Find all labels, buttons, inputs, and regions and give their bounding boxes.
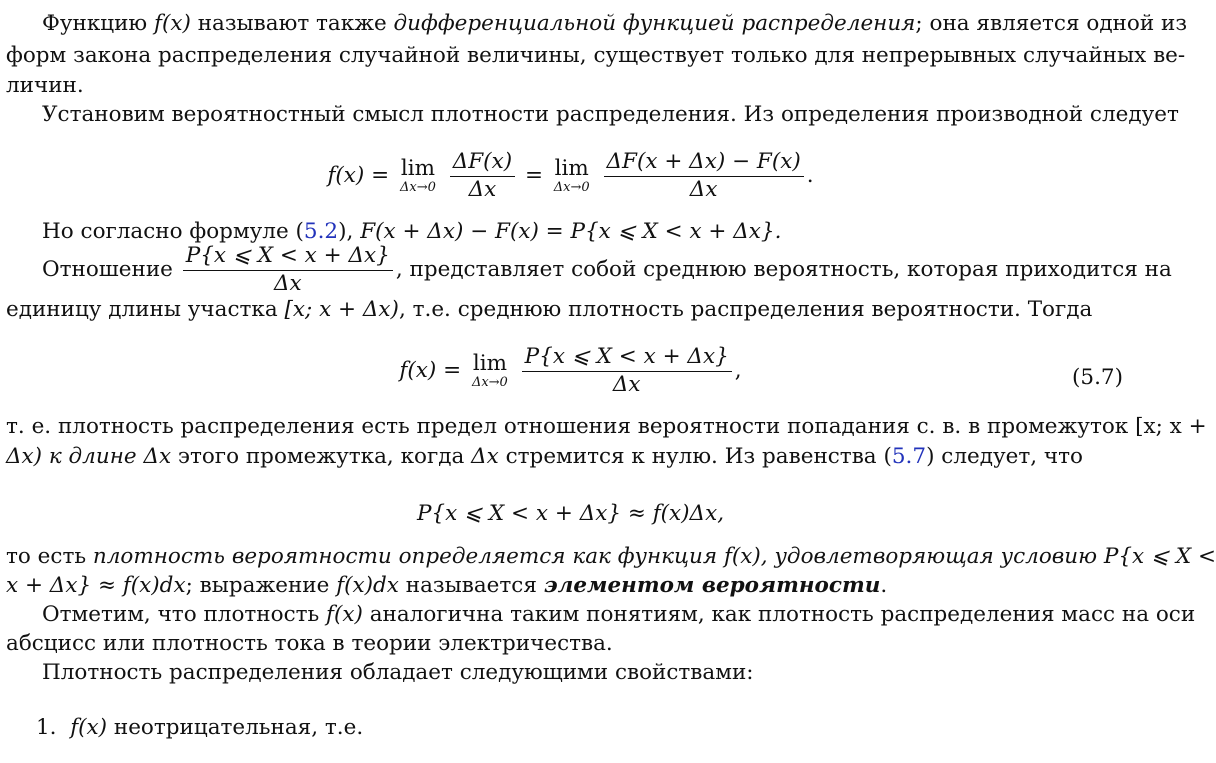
paragraph-4-line-2: единицу длины участка [x; x + Δx), т.е. среднюю плотность распределения вероятности. Тогда bbox=[6, 297, 1093, 322]
list-item-1: 1. f(x) неотрицательная, т.е. bbox=[36, 715, 364, 740]
paragraph-8: Плотность распределения обладает следующими свойствами: bbox=[42, 660, 754, 685]
equation-number: (5.7) bbox=[1072, 365, 1123, 390]
paragraph-4-line-1: Отношение $\frac{P\{x ⩽ X < x + \Delta x\}}{\Delta x}$ , представляет собой среднюю вероятность, которая приходится на bbox=[42, 243, 1172, 296]
paragraph-1-line-2: форм закона распределения случайной величины, существует только для непрерывных случайных ве- bbox=[6, 43, 1186, 68]
fraction-delta-f: $\frac{\Delta F(x)}{\Delta x}$ bbox=[450, 150, 515, 202]
paragraph-1-line-1: Функцию f(x) называют также дифференциальной функцией распределения; она является одной из bbox=[42, 11, 1188, 36]
formula-5-7: f(x) = lim Δx→0 $\frac{P\{x ⩽ X < x + \Delta x\}}{\Delta x}$ , bbox=[399, 344, 742, 397]
formula-ref-5-7[interactable]: 5.7 bbox=[891, 444, 927, 469]
limit-operator: lim Δx→0 bbox=[400, 155, 436, 196]
fraction-increment: $\frac{\Delta F(x + \Delta x) - F(x)}{\Delta x}$ bbox=[604, 150, 804, 202]
formula-approximation: P{x ⩽ X < x + Δx} ≈ f(x)Δx, bbox=[416, 501, 725, 526]
paragraph-1-line-3: личин. bbox=[6, 73, 84, 98]
term-probability-element: элементом вероятности bbox=[543, 573, 881, 598]
list-number: 1. bbox=[36, 715, 57, 740]
fraction-probability: $\frac{P\{x ⩽ X < x + \Delta x\}}{\Delta x}$ bbox=[522, 345, 732, 397]
paragraph-5-line-1: т. е. плотность распределения есть предел отношения вероятности попадания с. в. в промежуток [x; x + bbox=[6, 414, 1207, 439]
paragraph-3: Но согласно формуле (5.2), F(x + Δx) − F(x) = P{x ⩽ X < x + Δx}. bbox=[42, 219, 782, 244]
limit-operator: lim Δx→0 bbox=[553, 155, 590, 196]
italic-term: дифференциальной функцией распределения bbox=[393, 11, 916, 36]
fraction-ratio: $\frac{P\{x ⩽ X < x + \Delta x\}}{\Delta x}$ bbox=[183, 244, 393, 296]
formula-derivative-limit: f(x) = lim Δx→0 $\frac{\Delta F(x)}{\Delta x}$ = lim Δx→0 $\frac{\Delta F(x + \Delta x) - F(x)}{\Delta x}$ . bbox=[327, 149, 814, 202]
paragraph-7-line-2: абсцисс или плотность тока в теории электричества. bbox=[6, 631, 613, 656]
paragraph-7-line-1: Отметим, что плотность f(x) аналогична таким понятиям, как плотность распределения масс на оси bbox=[42, 602, 1196, 627]
paragraph-5-line-2: Δx) к длине Δx этого промежутка, когда Δx стремится к нулю. Из равенства (5.7) следует, что bbox=[6, 444, 1083, 469]
formula-ref-5-2[interactable]: 5.2 bbox=[303, 219, 339, 244]
paragraph-2: Установим вероятностный смысл плотности распределения. Из определения производной следует bbox=[42, 102, 1179, 127]
limit-operator: lim Δx→0 bbox=[471, 350, 508, 391]
paragraph-6-line-2: x + Δx} ≈ f(x)dx; выражение f(x)dx называется элементом вероятности. bbox=[6, 573, 888, 598]
paragraph-6-line-1: то есть плотность вероятности определяется как функция f(x), удовлетворяющая условию P{x ⩽ X < bbox=[6, 544, 1216, 569]
